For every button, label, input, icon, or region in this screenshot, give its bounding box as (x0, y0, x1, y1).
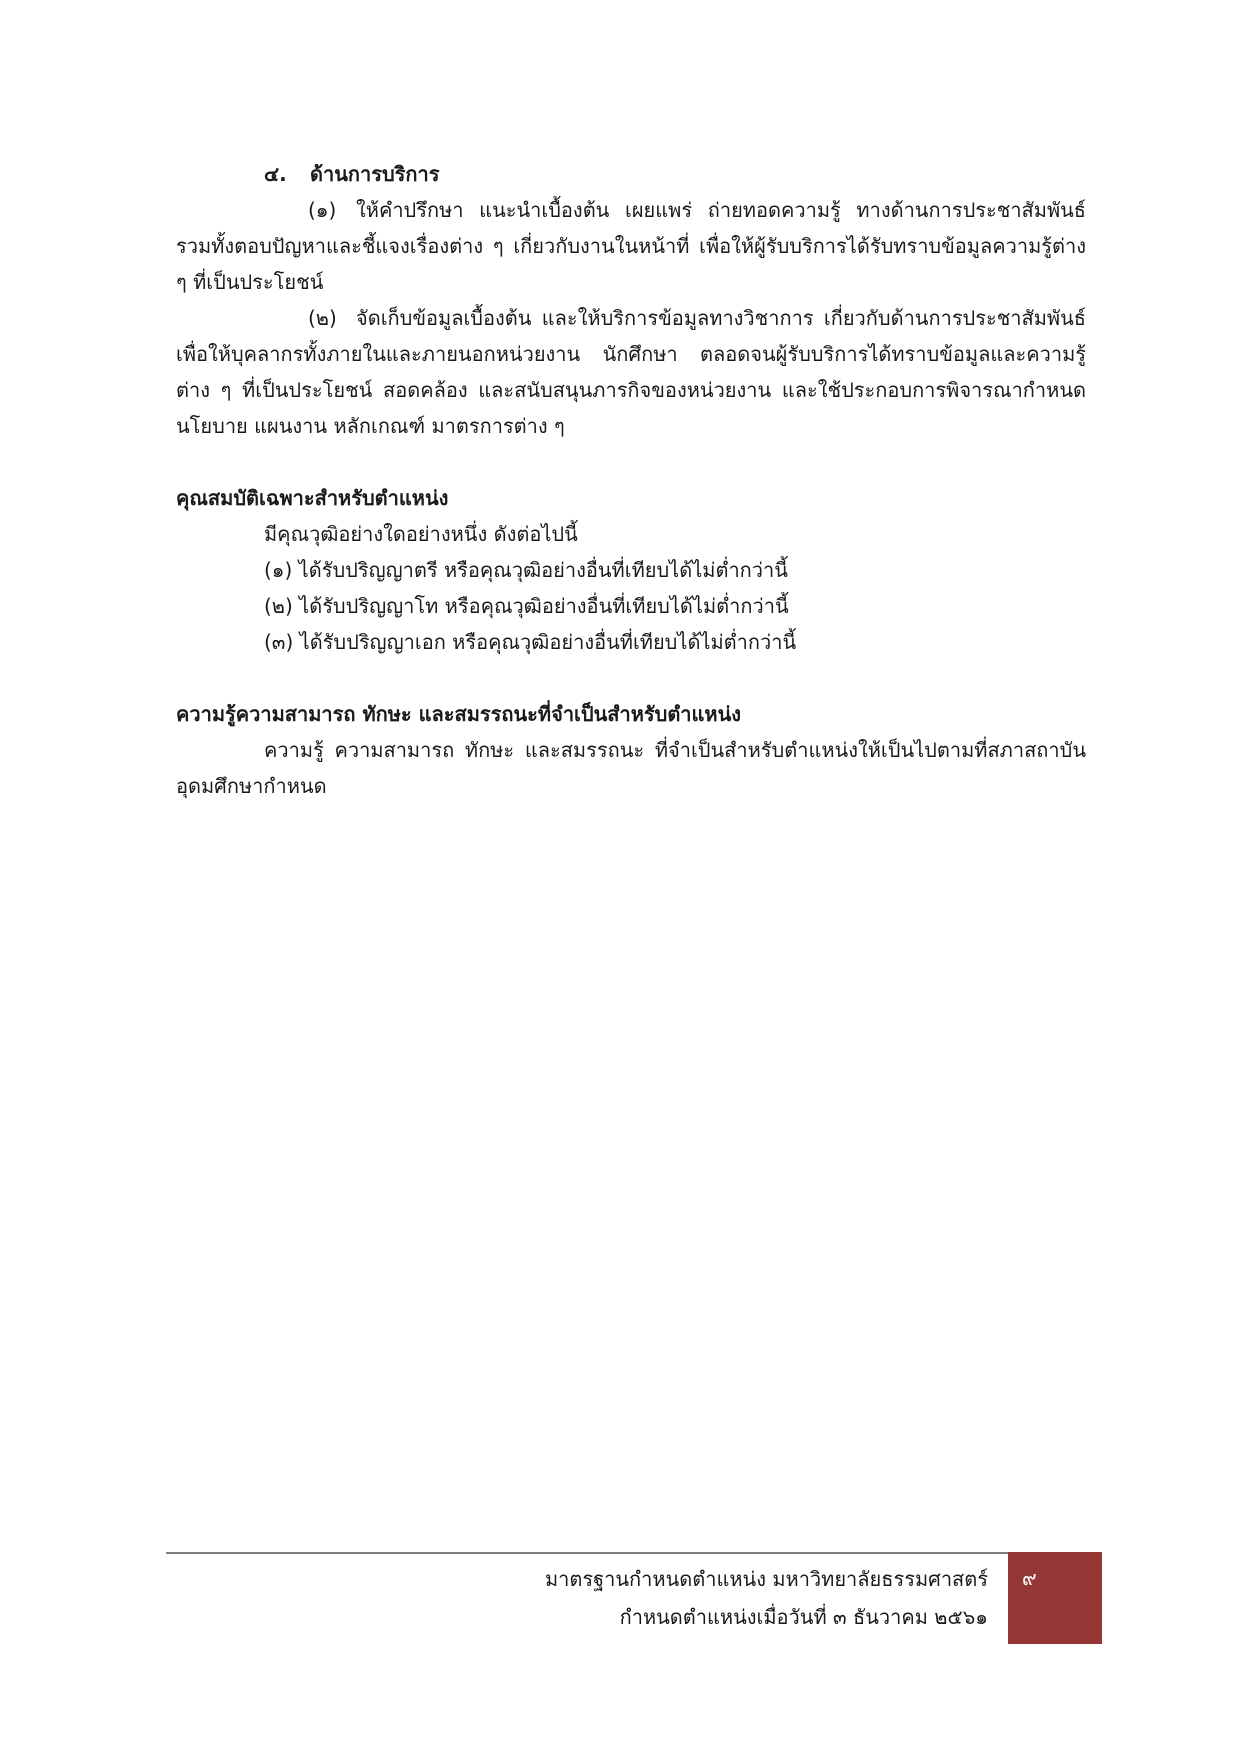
service-item-1-text: ให้คำปรึกษา แนะนำเบื้องต้น เผยแพร่ ถ่ายทอดความรู้ ทางด้านการประชาสัมพันธ์ รวมทั้งตอบปัญหาและชี้แจงเรื่องต่าง ๆ เกี่ยวกับงานในหน้าที่ เพื่อให้ผู้รับบริการได้รับทราบข้อมูลความรู้ต่าง ๆ ที่เป็นประโยชน์ (176, 198, 1086, 294)
footer-line-1: มาตรฐานกำหนดตำแหน่ง มหาวิทยาลัยธรรมศาสตร์ (544, 1567, 988, 1591)
service-item-2-text: จัดเก็บข้อมูลเบื้องต้น และให้บริการข้อมูลทางวิชาการ เกี่ยวกับด้านการประชาสัมพันธ์ เพื่อให้บุคลากรทั้งภายในและภายนอกหน่วยงาน นักศึกษา ตลอดจนผู้รับบริการได้ทราบข้อมูลและความรู้ต่าง ๆ ที่เป็นประโยชน์ สอดคล้อง และสนับสนุนภารกิจของหน่วยงาน และใช้ประกอบการพิจารณากำหนดนโยบาย แผนงาน หลักเกณฑ์ มาตรการต่าง ๆ (176, 306, 1086, 438)
qualifications-heading: คุณสมบัติเฉพาะสำหรับตำแหน่ง (176, 486, 449, 510)
qualification-item-3: (๓) ได้รับปริญญาเอก หรือคุณวุฒิอย่างอื่นที่เทียบได้ไม่ต่ำกว่านี้ (264, 630, 797, 654)
service-item-2-number: (๒) (308, 306, 337, 330)
qualification-item-2: (๒) ได้รับปริญญาโท หรือคุณวุฒิอย่างอื่นที่เทียบได้ไม่ต่ำกว่านี้ (264, 594, 789, 618)
footer-divider (166, 1552, 1008, 1554)
service-section-heading (176, 156, 1086, 192)
competency-heading: ความรู้ความสามารถ ทักษะ และสมรรถนะที่จำเป็นสำหรับตำแหน่ง (176, 702, 742, 726)
service-item-2 (176, 300, 1086, 444)
section-spacer (176, 444, 1086, 480)
page-number: ๙ (1022, 1566, 1037, 1590)
service-section-title: ด้านการบริการ (310, 162, 440, 186)
service-section-number: ๔. (264, 162, 287, 186)
section-spacer (176, 660, 1086, 696)
qualifications-intro: มีคุณวุฒิอย่างใดอย่างหนึ่ง ดังต่อไปนี้ (264, 522, 578, 546)
competency-text: ความรู้ ความสามารถ ทักษะ และสมรรถนะ ที่จำเป็นสำหรับตำแหน่งให้เป็นไปตามที่สภาสถาบันอุดมศึกษากำหนด (176, 738, 1086, 798)
service-item-1-number: (๑) (308, 198, 337, 222)
footer (400, 1560, 988, 1636)
page-content (176, 156, 1086, 804)
qualification-item-1: (๑) ได้รับปริญญาตรี หรือคุณวุฒิอย่างอื่นที่เทียบได้ไม่ต่ำกว่านี้ (264, 558, 788, 582)
page-number-badge (1008, 1552, 1102, 1644)
footer-line-2: กำหนดตำแหน่งเมื่อวันที่ ๓ ธันวาคม ๒๕๖๑ (619, 1605, 988, 1629)
service-item-1 (176, 192, 1086, 300)
